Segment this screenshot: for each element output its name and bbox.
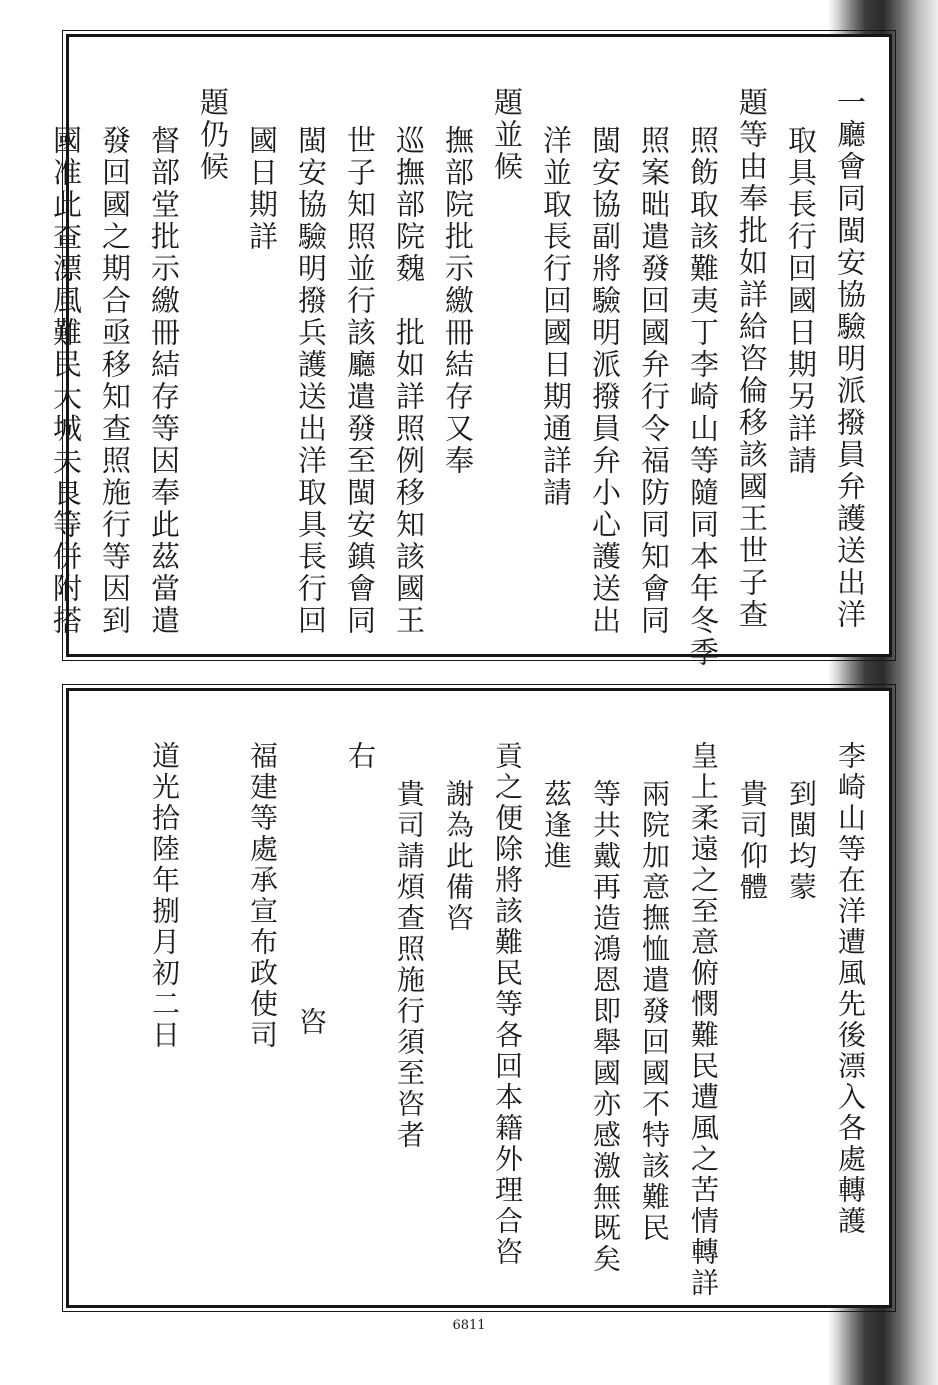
text-column: 閩安協副將驗明派撥員弁小心護送出 (588, 125, 622, 637)
text-column: 貢之便除將該難民等各回本籍外理合咨 (491, 741, 524, 1268)
text-column: 貴司仰體 (736, 779, 769, 903)
bottom-text-columns (147, 741, 867, 1299)
text-column: 洋並取長行回國日期通詳請 (539, 125, 573, 509)
text-column: 題仍候 (196, 87, 230, 183)
text-column: 世子知照並行該廳遣發至閩安鎮會同 (343, 125, 377, 637)
text-column: 國准此查漂風難民大城夫良等併附搭 (49, 125, 83, 637)
text-column: 國日期詳 (245, 125, 279, 253)
text-column: 皇上柔遠之至意俯憫難民遭風之苦情轉詳 (687, 741, 720, 1299)
text-column: 題等由奉批如詳給咨倫移該國王世子查 (735, 87, 769, 631)
text-column: 茲逢進 (540, 779, 573, 872)
text-column: 貴司請煩查照施行須至咨者 (393, 779, 426, 1151)
text-column: 福建等處承宣布政使司 (246, 741, 279, 1051)
text-column: 右 (344, 741, 377, 772)
text-column: 到閩均蒙 (785, 779, 818, 903)
text-column: 等共戴再造鴻恩即舉國亦感激無既矣 (589, 779, 622, 1275)
text-column: 謝為此備咨 (442, 779, 475, 934)
text-column: 巡撫部院魏 批如詳照例移知該國王 (392, 125, 426, 637)
text-column: 督部堂批示繳冊結存等因奉此茲當遣 (147, 125, 181, 637)
bottom-document-panel (66, 688, 892, 1308)
text-column: 取具長行回國日期另詳請 (784, 125, 818, 477)
text-column: 咨 (295, 1007, 328, 1038)
text-column (196, 741, 230, 1285)
top-document-panel (49, 34, 892, 669)
text-column: 道光拾陸年捌月初二日 (148, 741, 181, 1051)
text-column: 撫部院批示繳冊結存又奉 (441, 125, 475, 477)
text-column: 照案昢遣發回國弁行令福防同知會同 (637, 125, 671, 637)
text-column: 照飭取該難夷丁李崎山等隨同本年冬季 (686, 125, 720, 669)
text-column: 李崎山等在洋遭風先後漂入各處轉護 (834, 741, 867, 1237)
text-column: 閩安協驗明撥兵護送出洋取具長行回 (294, 125, 328, 637)
page-number: 6811 (452, 1318, 486, 1333)
text-column: 一廳會同閩安協驗明派撥員弁護送出洋 (833, 87, 867, 631)
text-column: 兩院加意撫恤遣發回國不特該難民 (638, 779, 671, 1244)
top-text-columns (49, 87, 867, 669)
text-column: 發回國之期合亟移知查照施行等因到 (98, 125, 132, 637)
text-column: 題並候 (490, 87, 524, 183)
